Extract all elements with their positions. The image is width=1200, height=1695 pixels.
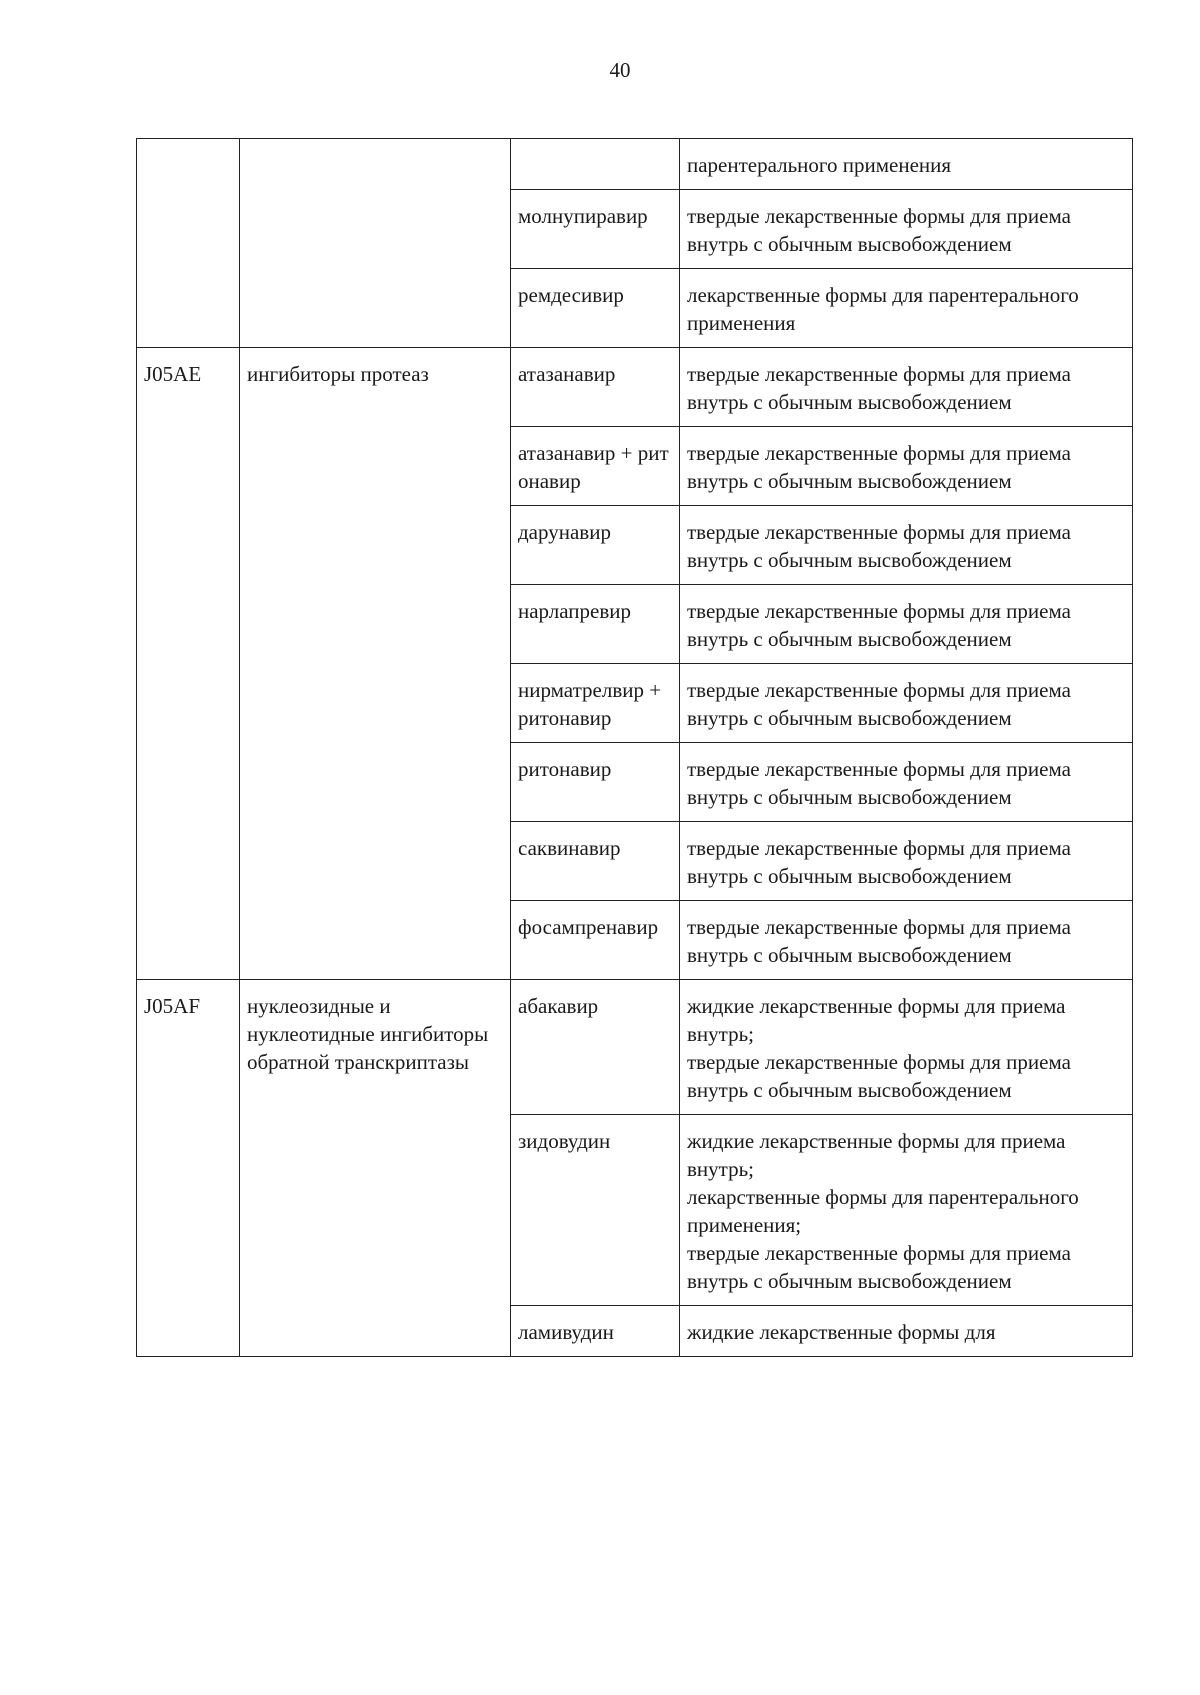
dosage-form-text: твердые лекарственные формы для приема внутрь с обычным высвобождением xyxy=(687,757,1071,809)
table-row xyxy=(137,348,1133,427)
dosage-form-text: жидкие лекарственные формы для приема внутрь; xyxy=(687,1129,1066,1181)
dosage-form-text: жидкие лекарственные формы для приема внутрь; xyxy=(687,994,1066,1046)
dosage-form-text: твердые лекарственные формы для приема внутрь с обычным высвобождением xyxy=(687,678,1071,730)
table-body xyxy=(137,139,1133,1357)
pharmacological-group-cell: нуклеозидные и нуклеотидные ингибиторы обратной транскриптазы xyxy=(240,980,511,1357)
dosage-form-cell xyxy=(680,980,1133,1115)
dosage-form-cell xyxy=(680,585,1133,664)
dosage-form-cell xyxy=(680,506,1133,585)
dosage-form-text: лекарственные формы для парентерального применения xyxy=(687,283,1079,335)
dosage-form-text: твердые лекарственные формы для приема внутрь с обычным высвобождением xyxy=(687,915,1071,967)
dosage-form-cell xyxy=(680,1115,1133,1306)
atc-code-cell: J05AF xyxy=(137,980,240,1357)
dosage-form-text: твердые лекарственные формы для приема внутрь с обычным высвобождением xyxy=(687,1241,1071,1293)
dosage-form-cell xyxy=(680,822,1133,901)
dosage-form-cell xyxy=(680,743,1133,822)
dosage-form-cell xyxy=(680,190,1133,269)
dosage-form-text: жидкие лекарственные формы для xyxy=(687,1320,996,1344)
drug-name-cell: атазанавир + ритонавир xyxy=(511,427,680,506)
drug-name-cell: зидовудин xyxy=(511,1115,680,1306)
dosage-form-cell xyxy=(680,664,1133,743)
dosage-form-text: твердые лекарственные формы для приема внутрь с обычным высвобождением xyxy=(687,441,1071,493)
drug-name-cell: фосампренавир xyxy=(511,901,680,980)
dosage-form-text: парентерального применения xyxy=(687,153,952,177)
drug-name-cell: ремдесивир xyxy=(511,269,680,348)
dosage-form-cell xyxy=(680,901,1133,980)
dosage-form-cell xyxy=(680,427,1133,506)
dosage-form-cell xyxy=(680,1306,1133,1357)
dosage-form-text: твердые лекарственные формы для приема внутрь с обычным высвобождением xyxy=(687,1050,1071,1102)
drug-name-cell: ламивудин xyxy=(511,1306,680,1357)
drug-name-cell xyxy=(511,139,680,190)
drug-table xyxy=(136,138,1133,1357)
atc-code-cell xyxy=(137,139,240,348)
dosage-form-text: твердые лекарственные формы для приема внутрь с обычным высвобождением xyxy=(687,362,1071,414)
pharmacological-group-cell xyxy=(240,139,511,348)
dosage-form-cell xyxy=(680,139,1133,190)
dosage-form-text: лекарственные формы для парентерального применения; xyxy=(687,1185,1079,1237)
table-row xyxy=(137,980,1133,1115)
drug-name-cell: ритонавир xyxy=(511,743,680,822)
dosage-form-cell xyxy=(680,348,1133,427)
dosage-form-text: твердые лекарственные формы для приема внутрь с обычным высвобождением xyxy=(687,204,1071,256)
page-number: 40 xyxy=(609,58,631,82)
drug-name-cell: молнупиравир xyxy=(511,190,680,269)
drug-name-cell: дарунавир xyxy=(511,506,680,585)
pharmacological-group-cell: ингибиторы протеаз xyxy=(240,348,511,980)
drug-name-cell: атазанавир xyxy=(511,348,680,427)
drug-name-cell: абакавир xyxy=(511,980,680,1115)
dosage-form-text: твердые лекарственные формы для приема внутрь с обычным высвобождением xyxy=(687,836,1071,888)
dosage-form-text: твердые лекарственные формы для приема внутрь с обычным высвобождением xyxy=(687,520,1071,572)
dosage-form-cell xyxy=(680,269,1133,348)
dosage-form-text: твердые лекарственные формы для приема внутрь с обычным высвобождением xyxy=(687,599,1071,651)
table-row xyxy=(137,139,1133,190)
drug-name-cell: нарлапревир xyxy=(511,585,680,664)
drug-name-cell: саквинавир xyxy=(511,822,680,901)
drug-name-cell: нирматрелвир + ритонавир xyxy=(511,664,680,743)
atc-code-cell: J05AE xyxy=(137,348,240,980)
